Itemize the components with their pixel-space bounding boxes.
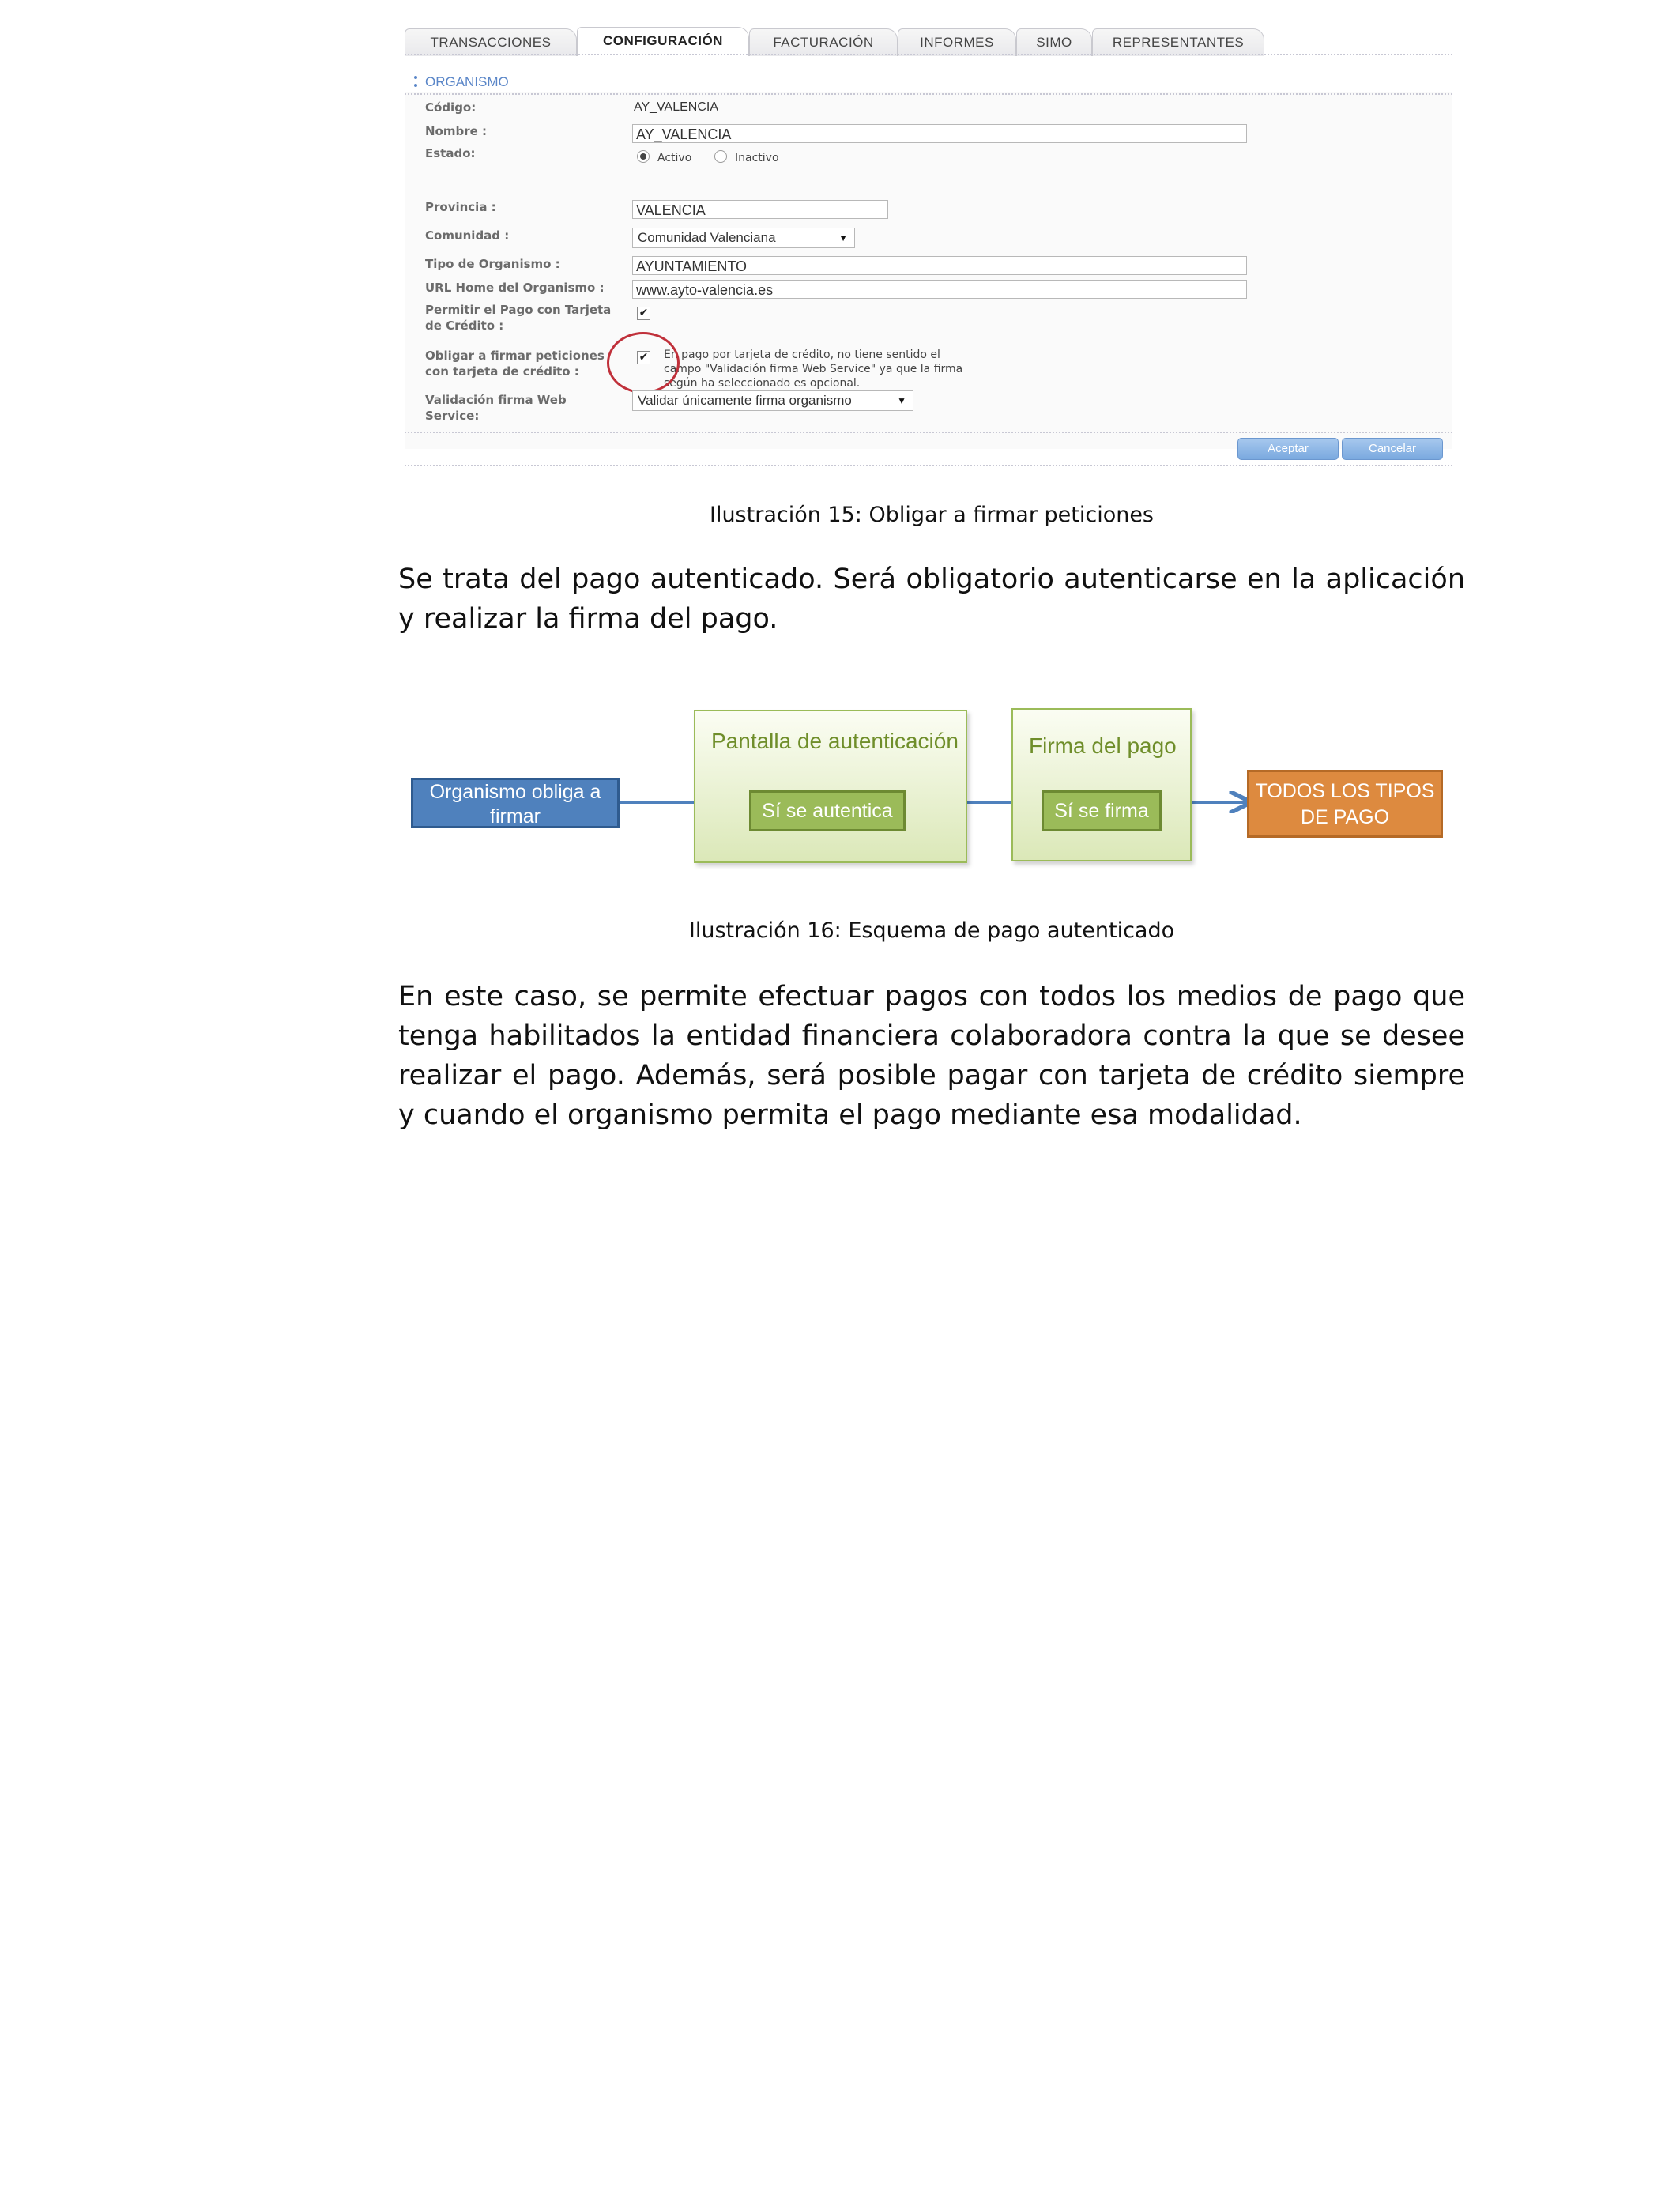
- flow-diagram: [398, 696, 1465, 869]
- inner-si-se-firma: Sí se firma: [1042, 790, 1162, 831]
- provincia-label: Provincia :: [425, 200, 496, 214]
- comunidad-select[interactable]: [632, 228, 855, 248]
- section-title-text: ORGANISMO: [425, 74, 509, 89]
- obligar-note-line3: según ha seleccionado es opcional.: [664, 377, 861, 390]
- nombre-input[interactable]: AY_VALENCIA: [632, 124, 1247, 143]
- section-title: [414, 74, 509, 90]
- start-box-line2: firmar: [490, 805, 541, 827]
- permitir-pago-checkbox[interactable]: ✔: [637, 307, 650, 320]
- obligar-firmar-label-line2: con tarjeta de crédito :: [425, 364, 579, 379]
- permitir-pago-label-line1: Permitir el Pago con Tarjeta: [425, 303, 612, 317]
- tipo-organismo-label: Tipo de Organismo :: [425, 257, 560, 271]
- permitir-pago-label-line2: de Crédito :: [425, 319, 504, 333]
- end-box-todos-los-tipos: [1247, 770, 1443, 838]
- start-box-line1: Organismo obliga a: [429, 781, 601, 803]
- dropdown-arrow-icon: ▼: [897, 395, 906, 406]
- validacion-firma-select[interactable]: [632, 390, 913, 411]
- accept-button[interactable]: Aceptar: [1237, 438, 1339, 460]
- grip-icon: [414, 76, 420, 87]
- provincia-input[interactable]: VALENCIA: [632, 200, 888, 219]
- comunidad-select-value: Comunidad Valenciana: [638, 230, 776, 245]
- tab-divider: [405, 54, 1452, 55]
- tab-bar: [405, 24, 1282, 55]
- group-2-title: Firma del pago: [1029, 733, 1177, 758]
- tab-representantes[interactable]: REPRESENTANTES: [1092, 28, 1264, 56]
- footer-divider: [405, 432, 1452, 433]
- codigo-value: AY_VALENCIA: [634, 100, 719, 114]
- estado-inactivo-radio[interactable]: [714, 150, 727, 163]
- permitir-pago-label: [425, 302, 611, 334]
- end-box-line2: DE PAGO: [1300, 806, 1390, 828]
- bottom-divider: [405, 465, 1452, 466]
- inner-si-se-autentica: Sí se autentica: [749, 790, 906, 831]
- codigo-label: Código:: [425, 100, 477, 115]
- obligar-firmar-label: [425, 348, 605, 379]
- validacion-label-line1: Validación firma Web: [425, 393, 567, 407]
- group-firma-del-pago: [1011, 708, 1192, 861]
- estado-activo-radio[interactable]: [637, 150, 650, 163]
- caption-ilustracion-16: Ilustración 16: Esquema de pago autenticado: [688, 918, 1175, 943]
- section-divider: [405, 93, 1452, 95]
- start-box-organismo: [411, 778, 620, 828]
- tab-simo[interactable]: SIMO: [1016, 28, 1092, 56]
- estado-label: Estado:: [425, 146, 476, 160]
- paragraph-pago-autenticado: Se trata del pago autenticado. Será obligatorio autenticarse en la aplicación y realizar la firma del pago.: [398, 564, 1465, 635]
- tab-configuracion[interactable]: CONFIGURACIÓN: [577, 27, 749, 56]
- obligar-firmar-checkbox[interactable]: ✔: [637, 351, 650, 364]
- tab-transacciones[interactable]: TRANSACCIONES: [405, 28, 577, 56]
- caption-ilustracion-15: Ilustración 15: Obligar a firmar peticiones: [709, 503, 1155, 527]
- group-pantalla-autenticacion: [694, 710, 967, 863]
- url-home-input[interactable]: www.ayto-valencia.es: [632, 280, 1247, 299]
- paragraph-todos-los-medios: En este caso, se permite efectuar pagos con todos los medios de pago que tenga habilitados la entidad financiera colaboradora contra la que se desee realizar el pago. Además, será posible pagar con tarjeta de crédito siempre y cuando el organismo permita el pago mediante esa modalidad.: [398, 981, 1465, 1131]
- obligar-note-line1: En pago por tarjeta de crédito, no tiene sentido el: [664, 349, 940, 361]
- validacion-select-value: Validar únicamente firma organismo: [638, 393, 852, 408]
- estado-activo-label: Activo: [657, 152, 692, 164]
- obligar-note-line2: campo "Validación firma Web Service" ya que la firma: [664, 363, 963, 375]
- dropdown-arrow-icon: ▼: [838, 232, 848, 243]
- validacion-label-line2: Service:: [425, 409, 480, 423]
- validacion-firma-label: [425, 392, 567, 424]
- organismo-config-screenshot: [405, 21, 1452, 468]
- group-1-title: Pantalla de autenticación: [711, 729, 959, 753]
- obligar-firmar-note: [664, 348, 962, 390]
- comunidad-label: Comunidad :: [425, 228, 510, 243]
- nombre-label: Nombre :: [425, 124, 488, 138]
- end-box-line1: TODOS LOS TIPOS: [1255, 780, 1435, 802]
- obligar-firmar-label-line1: Obligar a firmar peticiones: [425, 349, 605, 363]
- tab-informes[interactable]: INFORMES: [898, 28, 1016, 56]
- tipo-organismo-input[interactable]: AYUNTAMIENTO: [632, 256, 1247, 275]
- tab-facturacion[interactable]: FACTURACIÓN: [749, 28, 898, 56]
- estado-inactivo-label: Inactivo: [735, 152, 779, 164]
- highlight-circle: [607, 332, 680, 394]
- url-home-label: URL Home del Organismo :: [425, 281, 605, 295]
- cancel-button[interactable]: Cancelar: [1342, 438, 1443, 460]
